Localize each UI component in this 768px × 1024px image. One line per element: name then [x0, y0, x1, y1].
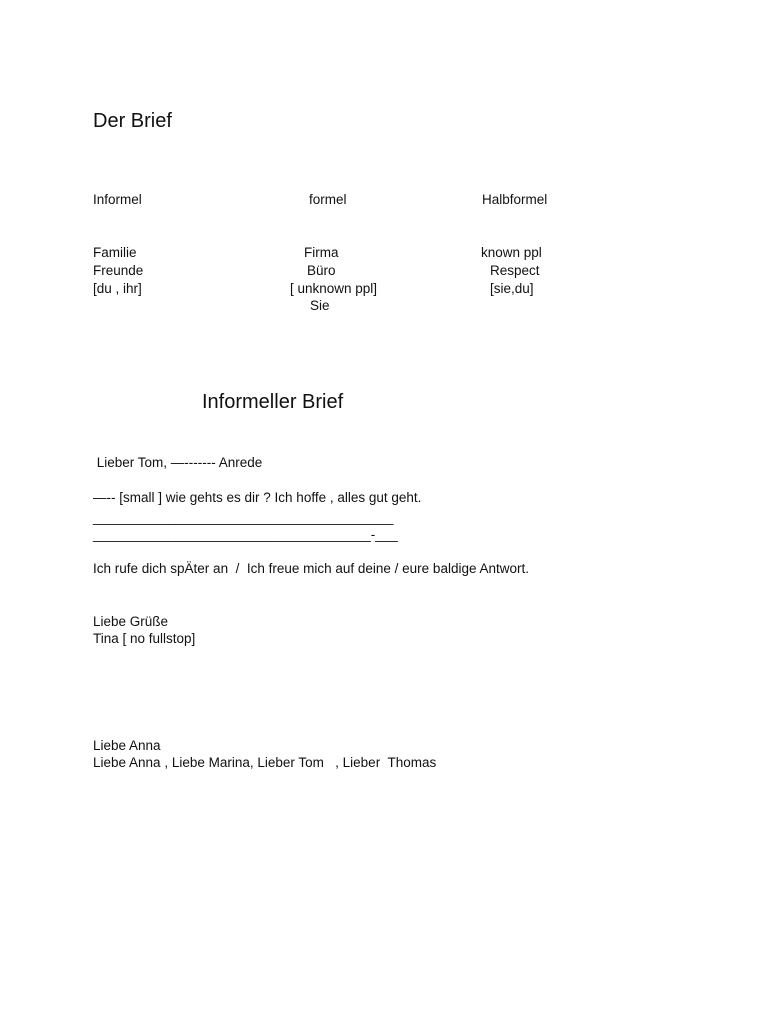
signoff: Liebe Grüße [93, 614, 169, 629]
signature: Tina [ no fullstop] [93, 631, 196, 646]
salutation-line: Lieber Tom, —------- Anrede [93, 455, 263, 470]
semiformal-heading: Halbformel [482, 192, 548, 207]
salutation-example: Liebe Anna [93, 738, 161, 753]
formal-item: Büro [307, 263, 336, 278]
semiformal-item: Respect [490, 263, 540, 278]
informal-item: [du , ihr] [93, 281, 142, 296]
informal-item: Familie [93, 245, 137, 260]
blank-line: _____________________________________-___ [93, 527, 398, 542]
section-title: Informeller Brief [202, 391, 344, 413]
formal-item: Sie [310, 298, 330, 313]
informal-heading: Informel [93, 192, 142, 207]
page-title: Der Brief [93, 110, 172, 132]
formal-item: Firma [304, 245, 339, 260]
closing-sentence: Ich rufe dich spÄter an / Ich freue mich auf deine / eure baldige Antwort. [93, 561, 529, 576]
semiformal-item: known ppl [481, 245, 542, 260]
salutation-example: Liebe Anna , Liebe Marina, Lieber Tom , Lieber Thomas [93, 755, 437, 770]
semiformal-item: [sie,du] [490, 281, 534, 296]
blank-line: ________________________________________ [93, 510, 394, 525]
informal-item: Freunde [93, 263, 144, 278]
formal-item: [ unknown ppl] [290, 281, 378, 296]
intro-line: —-- [small ] wie gehts es dir ? Ich hoffe , alles gut geht. [93, 490, 422, 505]
formal-heading: formel [309, 192, 347, 207]
